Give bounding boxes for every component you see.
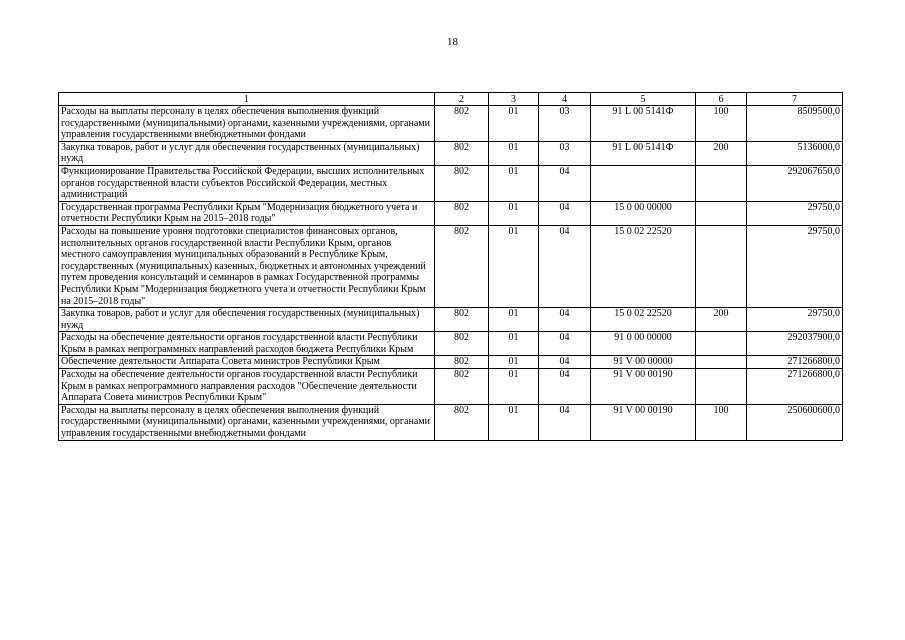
subsection-code: 04: [539, 165, 591, 201]
expense-type-code: [696, 332, 747, 356]
column-header-3: 3: [489, 93, 539, 106]
section-code: 01: [489, 165, 539, 201]
subsection-code: 03: [539, 141, 591, 165]
table-row: [59, 225, 843, 307]
table-row: [59, 369, 843, 405]
target-article-code: 91 V 00 00000: [591, 356, 696, 369]
ministry-code: 802: [435, 106, 489, 142]
row-name: Закупка товаров, работ и услуг для обеспечения государственных (муниципальных) нужд: [59, 141, 435, 165]
page-number: 18: [447, 36, 458, 48]
amount: 292037900,0: [747, 332, 843, 356]
row-name: Расходы на выплаты персоналу в целях обеспечения выполнения функций государственными (муниципальными) органами, казенными учреждениями, органами управления государственными внебюджетными фондами: [59, 404, 435, 440]
amount: 29750,0: [747, 308, 843, 332]
expense-type-code: 200: [696, 141, 747, 165]
amount: 8509500,0: [747, 106, 843, 142]
ministry-code: 802: [435, 308, 489, 332]
table-row: [59, 141, 843, 165]
row-name: Обеспечение деятельности Аппарата Совета министров Республики Крым: [59, 356, 435, 369]
section-code: 01: [489, 369, 539, 405]
column-header-7: 7: [747, 93, 843, 106]
section-code: 01: [489, 106, 539, 142]
target-article-code: 91 L 00 5141Ф: [591, 106, 696, 142]
expense-type-code: [696, 225, 747, 307]
column-header-1: 1: [59, 93, 435, 106]
column-header-4: 4: [539, 93, 591, 106]
row-name: Расходы на обеспечение деятельности органов государственной власти Республики Крым в рамках непрограммных направлений расходов бюджета Республики Крым: [59, 332, 435, 356]
amount: 271266800,0: [747, 356, 843, 369]
amount: 250600600,0: [747, 404, 843, 440]
target-article-code: 15 0 00 00000: [591, 201, 696, 225]
ministry-code: 802: [435, 165, 489, 201]
target-article-code: [591, 165, 696, 201]
target-article-code: 91 V 00 00190: [591, 369, 696, 405]
column-header-6: 6: [696, 93, 747, 106]
section-code: 01: [489, 356, 539, 369]
subsection-code: 03: [539, 106, 591, 142]
column-header-5: 5: [591, 93, 696, 106]
table-row: [59, 404, 843, 440]
row-name: Закупка товаров, работ и услуг для обеспечения государственных (муниципальных) нужд: [59, 308, 435, 332]
expense-type-code: [696, 201, 747, 225]
row-name: Расходы на выплаты персоналу в целях обеспечения выполнения функций государственными (муниципальными) органами, казенными учреждениями, органами управления государственными внебюджетными фондами: [59, 106, 435, 142]
row-name: Функционирование Правительства Российской Федерации, высших исполнительных органов государственной власти субъектов Российской Федерации, местных администраций: [59, 165, 435, 201]
section-code: 01: [489, 308, 539, 332]
table-row: [59, 165, 843, 201]
ministry-code: 802: [435, 141, 489, 165]
ministry-code: 802: [435, 225, 489, 307]
table-row: [59, 308, 843, 332]
ministry-code: 802: [435, 332, 489, 356]
subsection-code: 04: [539, 404, 591, 440]
expense-type-code: [696, 369, 747, 405]
ministry-code: 802: [435, 404, 489, 440]
table-row: [59, 332, 843, 356]
table-row: [59, 201, 843, 225]
ministry-code: 802: [435, 201, 489, 225]
table-row: [59, 106, 843, 142]
expense-type-code: [696, 356, 747, 369]
subsection-code: 04: [539, 356, 591, 369]
section-code: 01: [489, 404, 539, 440]
section-code: 01: [489, 332, 539, 356]
section-code: 01: [489, 225, 539, 307]
ministry-code: 802: [435, 369, 489, 405]
subsection-code: 04: [539, 308, 591, 332]
row-name: Расходы на обеспечение деятельности органов государственной власти Республики Крым в рамках непрограммного направления расходов "Обеспечение деятельности Аппарата Совета министров Республики Крым": [59, 369, 435, 405]
section-code: 01: [489, 141, 539, 165]
amount: 292067650,0: [747, 165, 843, 201]
expense-type-code: 100: [696, 106, 747, 142]
subsection-code: 04: [539, 369, 591, 405]
target-article-code: 15 0 02 22520: [591, 308, 696, 332]
subsection-code: 04: [539, 225, 591, 307]
subsection-code: 04: [539, 332, 591, 356]
amount: 5136000,0: [747, 141, 843, 165]
column-header-2: 2: [435, 93, 489, 106]
expense-type-code: 100: [696, 404, 747, 440]
subsection-code: 04: [539, 201, 591, 225]
target-article-code: 91 0 00 00000: [591, 332, 696, 356]
target-article-code: 91 V 00 00190: [591, 404, 696, 440]
amount: 29750,0: [747, 201, 843, 225]
section-code: 01: [489, 201, 539, 225]
row-name: Государственная программа Республики Крым "Модернизация бюджетного учета и отчетности Республики Крым на 2015–2018 годы": [59, 201, 435, 225]
budget-table: [58, 92, 843, 441]
header-row: [59, 93, 843, 106]
target-article-code: 15 0 02 22520: [591, 225, 696, 307]
target-article-code: 91 L 00 5141Ф: [591, 141, 696, 165]
expense-type-code: 200: [696, 308, 747, 332]
expense-type-code: [696, 165, 747, 201]
table-row: [59, 356, 843, 369]
amount: 29750,0: [747, 225, 843, 307]
row-name: Расходы на повышение уровня подготовки специалистов финансовых органов, исполнительных органов государственной власти Республики Крым, органов местного самоуправления муниципальных образований в Республике Крым, государственных (муниципальных) казенных, бюджетных и автономных учреждений путем проведения консультаций и семинаров в рамках Государственной программы Республики Крым "Модернизация бюджетного учета и отчетности Республики Крым на 2015–2018 годы": [59, 225, 435, 307]
amount: 271266800,0: [747, 369, 843, 405]
ministry-code: 802: [435, 356, 489, 369]
